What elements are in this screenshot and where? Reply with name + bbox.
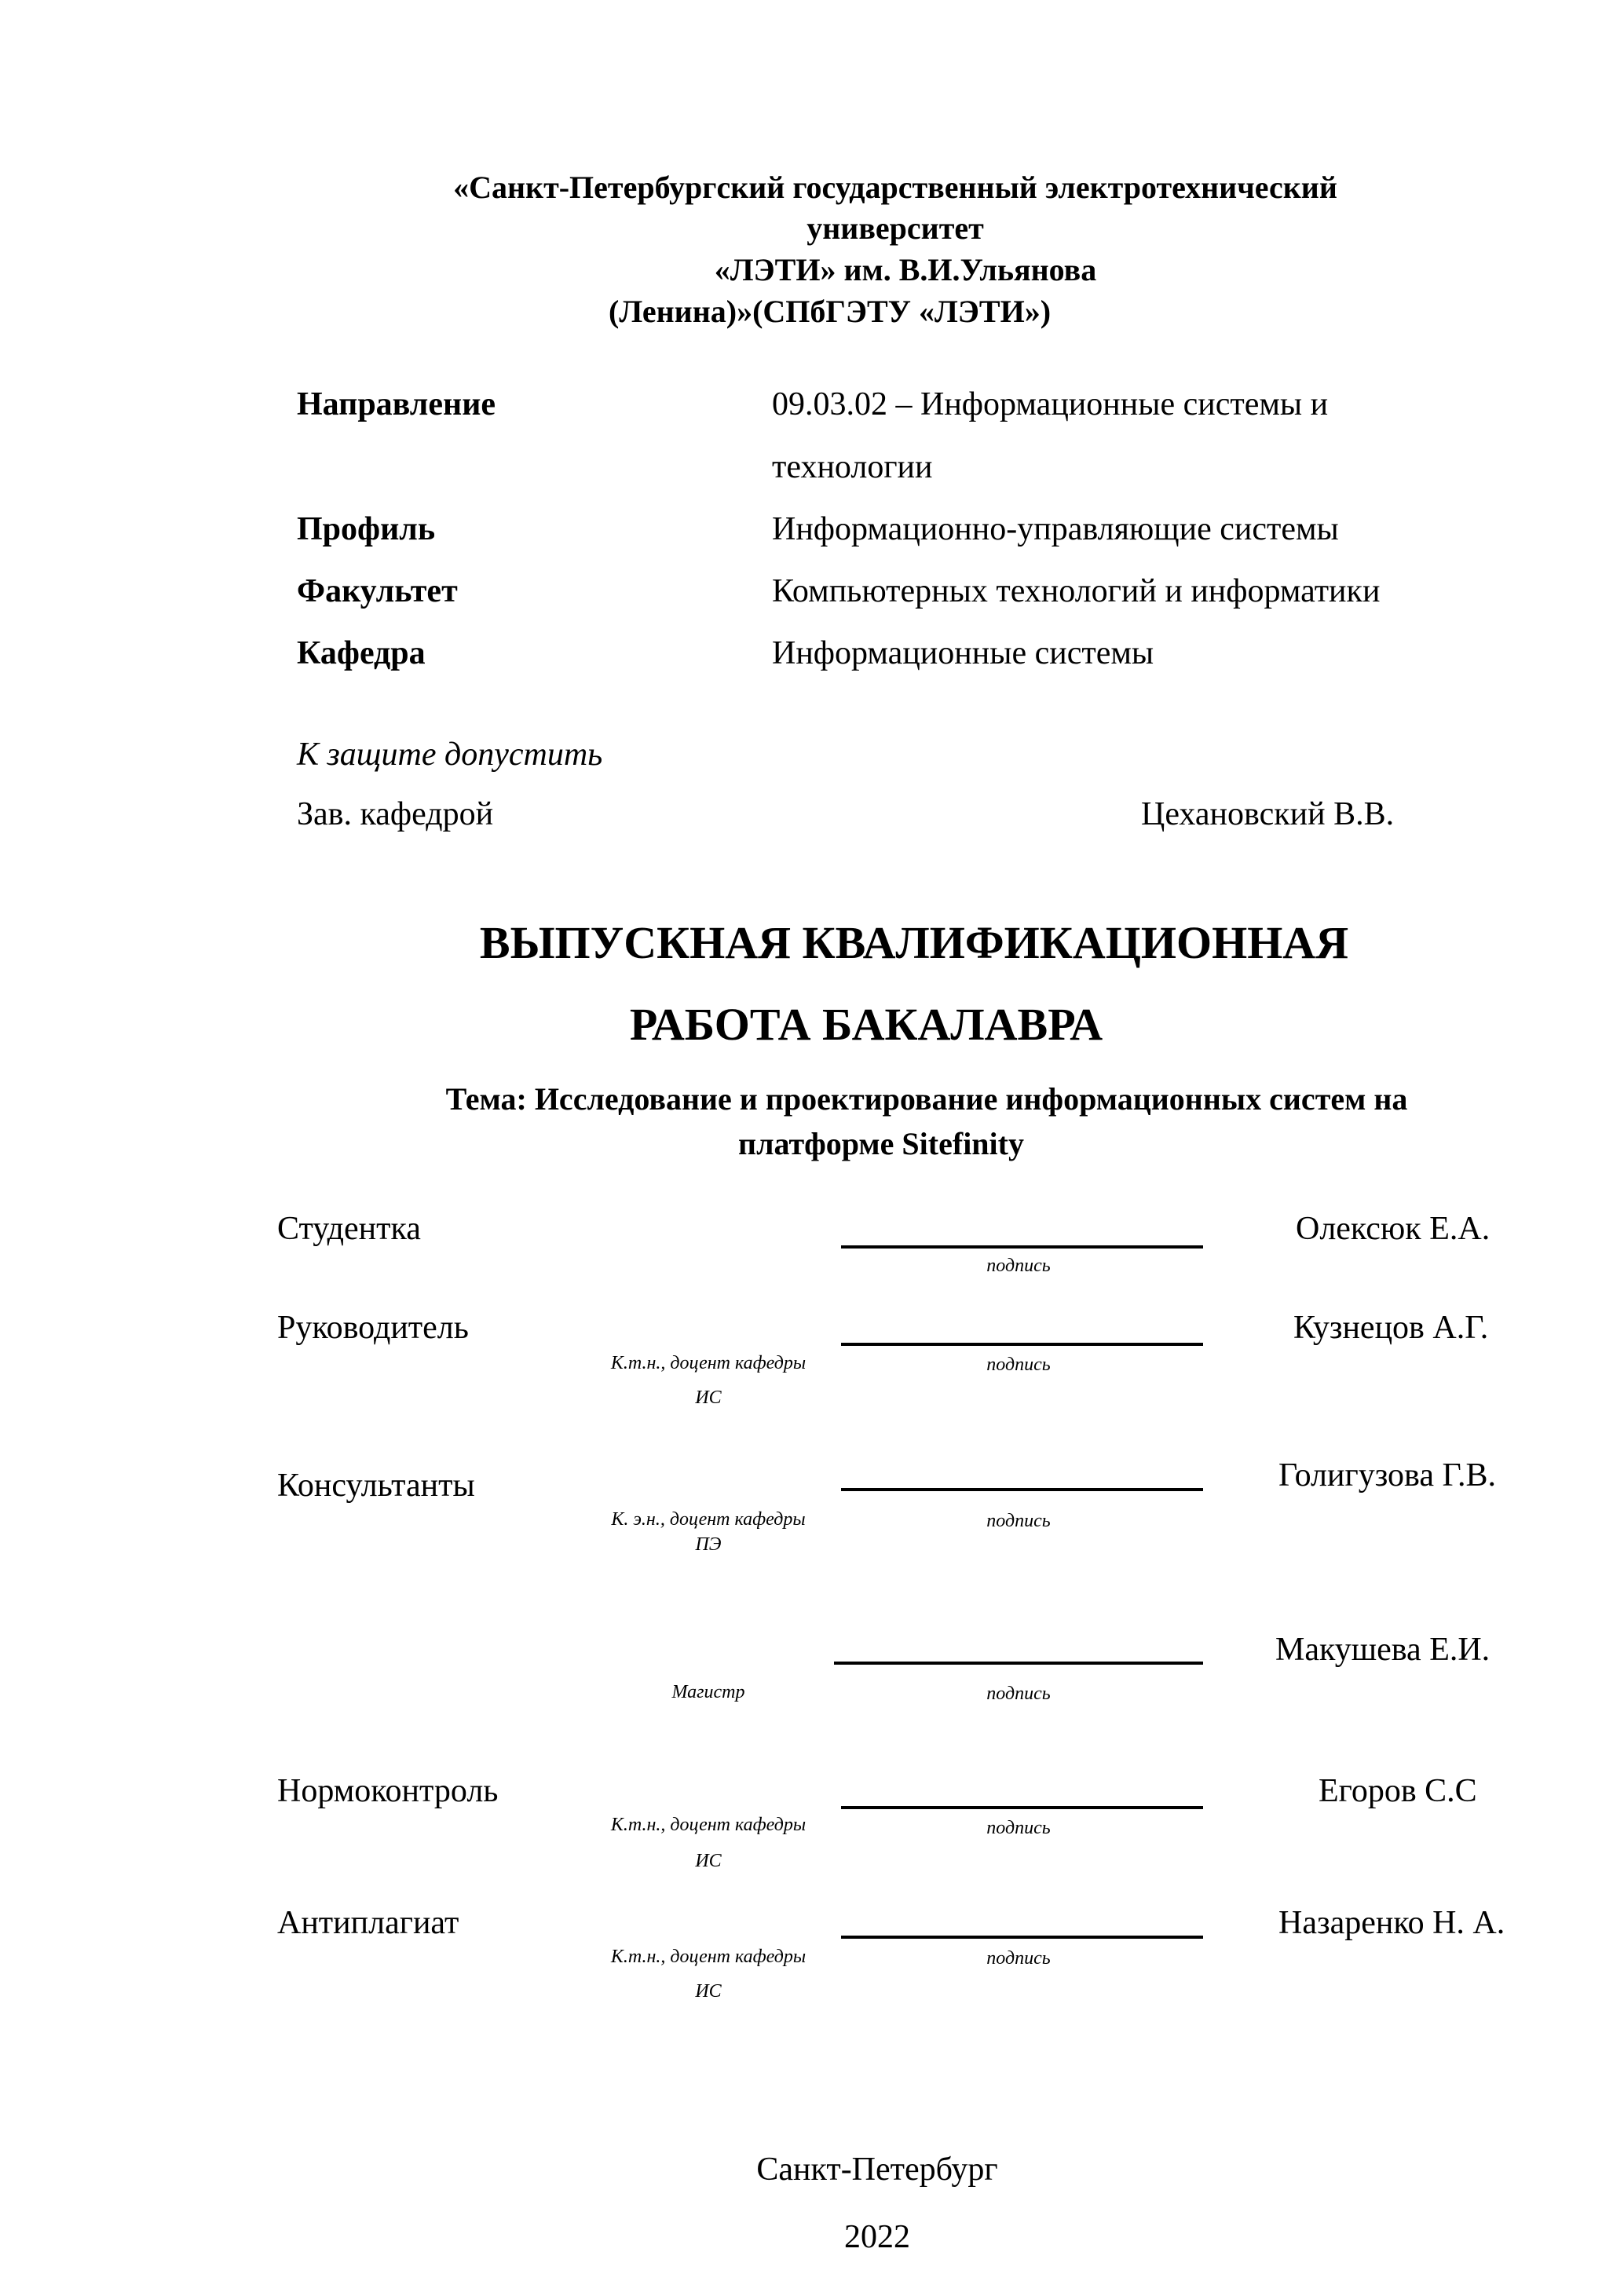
direction-label: Направление [297, 386, 496, 422]
signature-line[interactable] [841, 1806, 1203, 1809]
signature-caption: подпись [986, 1256, 1051, 1276]
signature-caption: подпись [986, 1818, 1051, 1838]
role-label: Антиплагиат [277, 1905, 459, 1941]
role-label: Руководитель [277, 1310, 469, 1346]
signature-caption: подпись [986, 1511, 1051, 1531]
topic-line-1: Тема: Исследование и проектирование информационных систем на [445, 1081, 1408, 1117]
signature-line[interactable] [841, 1343, 1203, 1346]
person-name: Егоров С.С [1319, 1773, 1477, 1809]
faculty-label: Факультет [297, 573, 458, 609]
person-name: Голигузова Г.В. [1278, 1457, 1497, 1493]
topic-line-2: платформе Sitefinity [738, 1126, 1024, 1161]
university-name-line-1: «Санкт-Петербургский государственный электротехнический [453, 170, 1337, 205]
signature-line[interactable] [834, 1662, 1203, 1665]
university-name-line-3: «ЛЭТИ» им. В.И.Ульянова [714, 252, 1097, 287]
admission-caption: К защите допустить [297, 737, 603, 773]
person-name: Макушева Е.И. [1275, 1632, 1490, 1668]
admission-position: Зав. кафедрой [297, 796, 494, 832]
academic-title: К.т.н., доцент кафедры [610, 1353, 807, 1373]
signature-caption: подпись [986, 1948, 1051, 1969]
footer-city: Санкт-Петербург [756, 2152, 998, 2188]
person-name: Олексюк Е.А. [1296, 1211, 1490, 1247]
work-title-line-2: РАБОТА БАКАЛАВРА [629, 999, 1103, 1050]
academic-title-dept: ПЭ [695, 1534, 722, 1555]
profile-value: Информационно-управляющие системы [772, 511, 1339, 547]
signature-line[interactable] [841, 1936, 1203, 1939]
academic-title-dept: ИС [695, 1981, 722, 2002]
university-name-line-2: университет [807, 210, 984, 246]
work-title-line-1: ВЫПУСКНАЯ КВАЛИФИКАЦИОННАЯ [479, 917, 1349, 968]
profile-label: Профиль [297, 511, 436, 547]
role-label: Нормоконтроль [277, 1773, 499, 1809]
signature-caption: подпись [986, 1355, 1051, 1375]
role-label: Студентка [277, 1211, 421, 1247]
direction-value: 09.03.02 – Информационные системы и [772, 386, 1329, 422]
academic-title-dept: ИС [695, 1851, 722, 1871]
department-value: Информационные системы [772, 635, 1154, 671]
signature-line[interactable] [841, 1245, 1203, 1249]
university-name-line-4: (Ленина)»(СПбГЭТУ «ЛЭТИ») [609, 294, 1052, 329]
academic-title: К.т.н., доцент кафедры [610, 1947, 807, 1967]
admission-name: Цехановский В.В. [1141, 796, 1395, 832]
signature-line[interactable] [841, 1488, 1203, 1491]
academic-title-dept: ИС [695, 1387, 722, 1408]
department-label: Кафедра [297, 635, 426, 671]
person-name: Назаренко Н. А. [1278, 1905, 1505, 1941]
signature-caption: подпись [986, 1684, 1051, 1704]
faculty-value: Компьютерных технологий и информатики [772, 573, 1381, 609]
role-label: Консультанты [277, 1468, 475, 1504]
academic-title: К.т.н., доцент кафедры [610, 1815, 807, 1835]
footer-year: 2022 [844, 2219, 910, 2255]
academic-title: К. э.н., доцент кафедры [611, 1509, 806, 1530]
academic-title: Магистр [671, 1682, 745, 1702]
direction-value-continued: технологии [772, 449, 933, 485]
person-name: Кузнецов А.Г. [1293, 1310, 1489, 1346]
